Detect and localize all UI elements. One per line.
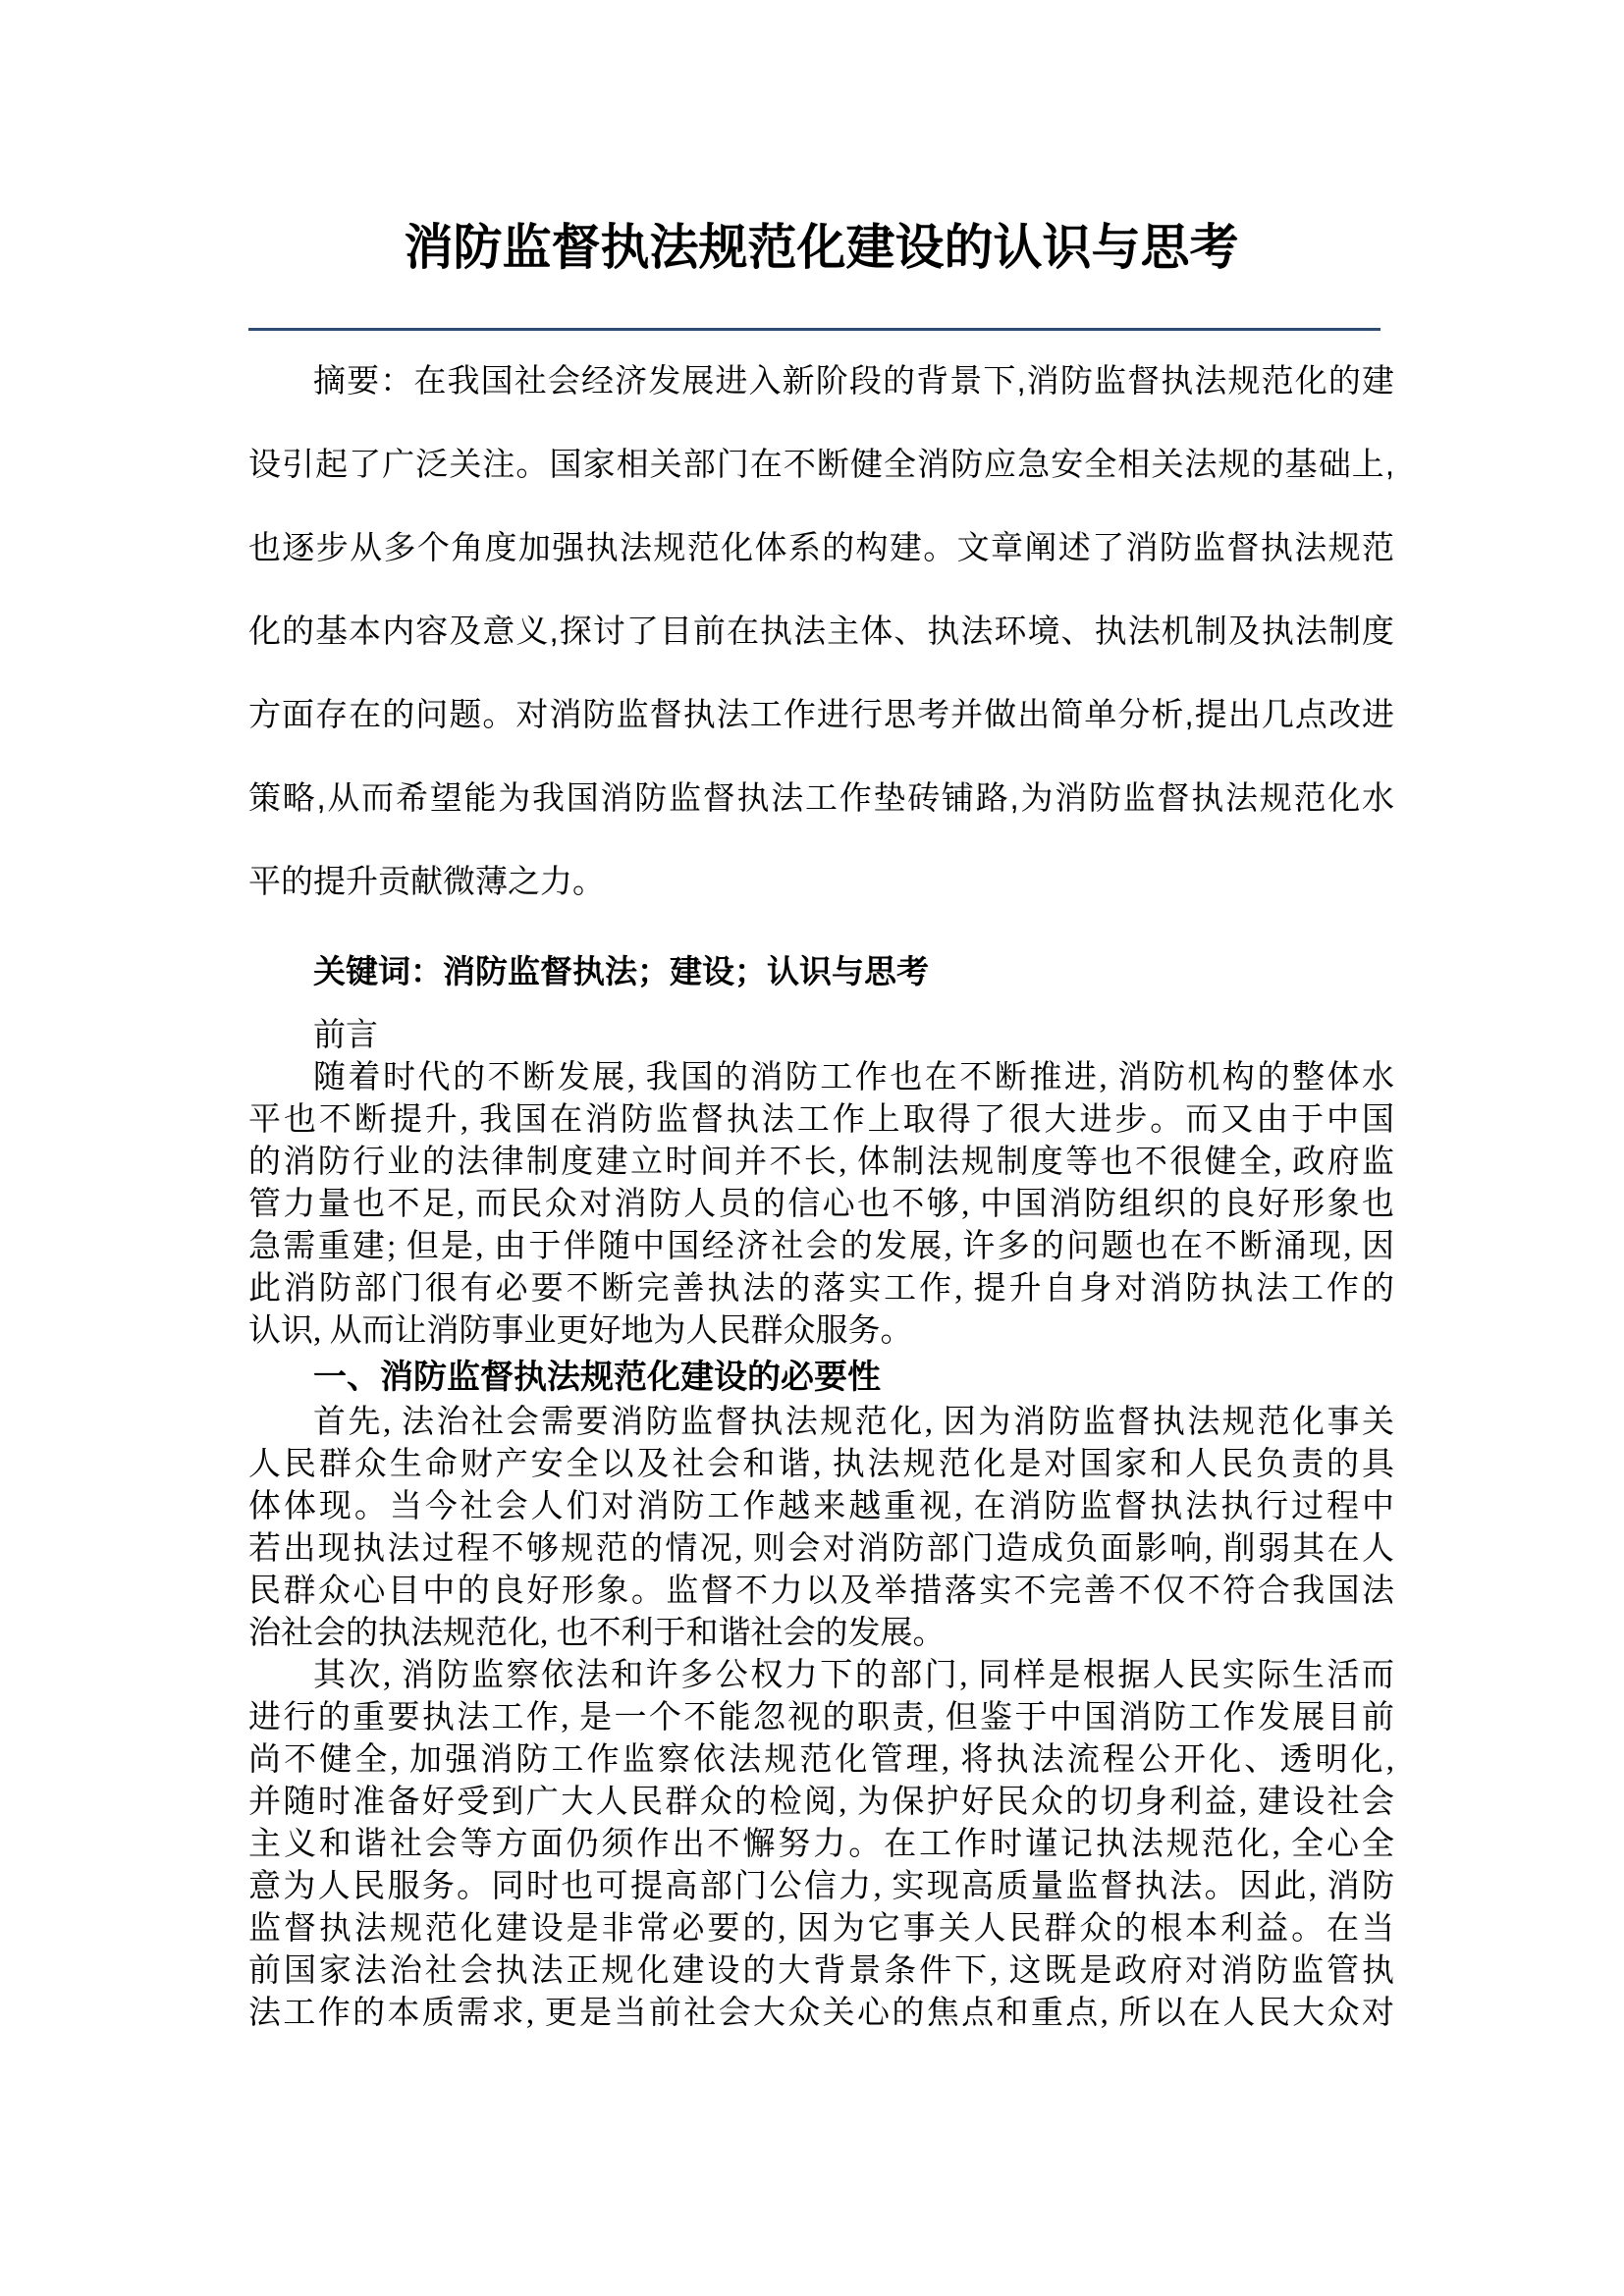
text-line: 设引起了广泛关注。国家相关部门在不断健全消防应急安全相关法规的基础上, xyxy=(248,446,1394,482)
text-line: 化的基本内容及意义,探讨了目前在执法主体、执法环境、执法机制及执法制度 xyxy=(248,613,1394,649)
text-line: 主义和谐社会等方面仍须作出不懈努力。在工作时谨记执法规范化, 全心全 xyxy=(248,1827,1394,1862)
text-line: 法工作的本质需求, 更是当前社会大众关心的焦点和重点, 所以在人民大众对 xyxy=(248,1996,1394,2031)
section-1-paragraph-2 xyxy=(248,1655,1394,2035)
text-line: 平的提升贡献微薄之力。 xyxy=(248,863,605,899)
text-line: 首先, 法治社会需要消防监督执法规范化, 因为消防监督执法规范化事关 xyxy=(313,1405,1394,1440)
text-line: 急需重建; 但是, 由于伴随中国经济社会的发展, 许多的问题也在不断涌现, 因 xyxy=(248,1229,1394,1264)
text-line: 尚不健全, 加强消防工作监察依法规范化管理, 将执法流程公开化、透明化, xyxy=(248,1742,1394,1778)
text-line: 也逐步从多个角度加强执法规范化体系的构建。文章阐述了消防监督执法规范 xyxy=(248,529,1394,565)
title-divider-rule xyxy=(248,328,1380,331)
document-title: 消防监督执法规范化建设的认识与思考 xyxy=(404,220,1239,275)
section-1-heading: 一、消防监督执法规范化建设的必要性 xyxy=(313,1359,881,1396)
text-line: 管力量也不足, 而民众对消防人员的信心也不够, 中国消防组织的良好形象也 xyxy=(248,1187,1394,1222)
keywords-line: 关键词：消防监督执法；建设；认识与思考 xyxy=(313,953,929,989)
text-column xyxy=(248,0,1394,2035)
text-line: 治社会的执法规范化, 也不利于和谐社会的发展。 xyxy=(248,1616,946,1651)
text-line: 其次, 消防监察依法和许多公权力下的部门, 同样是根据人民实际生活而 xyxy=(313,1658,1394,1693)
text-line: 此消防部门很有必要不断完善执法的落实工作, 提升自身对消防执法工作的 xyxy=(248,1271,1394,1307)
text-line: 摘要：在我国社会经济发展进入新阶段的背景下,消防监督执法规范化的建 xyxy=(313,362,1394,399)
preface-heading: 前言 xyxy=(313,1018,378,1053)
section-1-paragraph-1 xyxy=(248,1402,1394,1655)
text-line: 策略,从而希望能为我国消防监督执法工作垫砖铺路,为消防监督执法规范化水 xyxy=(248,779,1394,816)
text-line: 方面存在的问题。对消防监督执法工作进行思考并做出简单分析,提出几点改进 xyxy=(248,696,1394,732)
text-line: 人民群众生命财产安全以及社会和谐, 执法规范化是对国家和人民负责的具 xyxy=(248,1447,1394,1482)
preface-paragraph xyxy=(248,1057,1394,1353)
text-line: 的消防行业的法律制度建立时间并不长, 体制法规制度等也不很健全, 政府监 xyxy=(248,1145,1394,1180)
text-line: 民群众心目中的良好形象。监督不力以及举措落实不完善不仅不符合我国法 xyxy=(248,1574,1394,1609)
abstract-paragraph xyxy=(248,339,1394,923)
text-line: 进行的重要执法工作, 是一个不能忽视的职责, 但鉴于中国消防工作发展目前 xyxy=(248,1700,1394,1735)
text-line: 随着时代的不断发展, 我国的消防工作也在不断推进, 消防机构的整体水 xyxy=(313,1060,1394,1095)
text-line: 平也不断提升, 我国在消防监督执法工作上取得了很大进步。而又由于中国 xyxy=(248,1102,1394,1138)
text-line: 并随时准备好受到广大人民群众的检阅, 为保护好民众的切身利益, 建设社会 xyxy=(248,1785,1394,1820)
text-line: 意为人民服务。同时也可提高部门公信力, 实现高质量监督执法。因此, 消防 xyxy=(248,1869,1395,1904)
text-line: 监督执法规范化建设是非常必要的, 因为它事关人民群众的根本利益。在当 xyxy=(248,1911,1394,1947)
text-line: 认识, 从而让消防事业更好地为人民群众服务。 xyxy=(248,1313,913,1349)
text-line: 前国家法治社会执法正规化建设的大背景条件下, 这既是政府对消防监管执 xyxy=(248,1953,1394,1989)
text-line: 体体现。当今社会人们对消防工作越来越重视, 在消防监督执法执行过程中 xyxy=(248,1489,1394,1524)
text-line: 若出现执法过程不够规范的情况, 则会对消防部门造成负面影响, 削弱其在人 xyxy=(248,1531,1394,1567)
